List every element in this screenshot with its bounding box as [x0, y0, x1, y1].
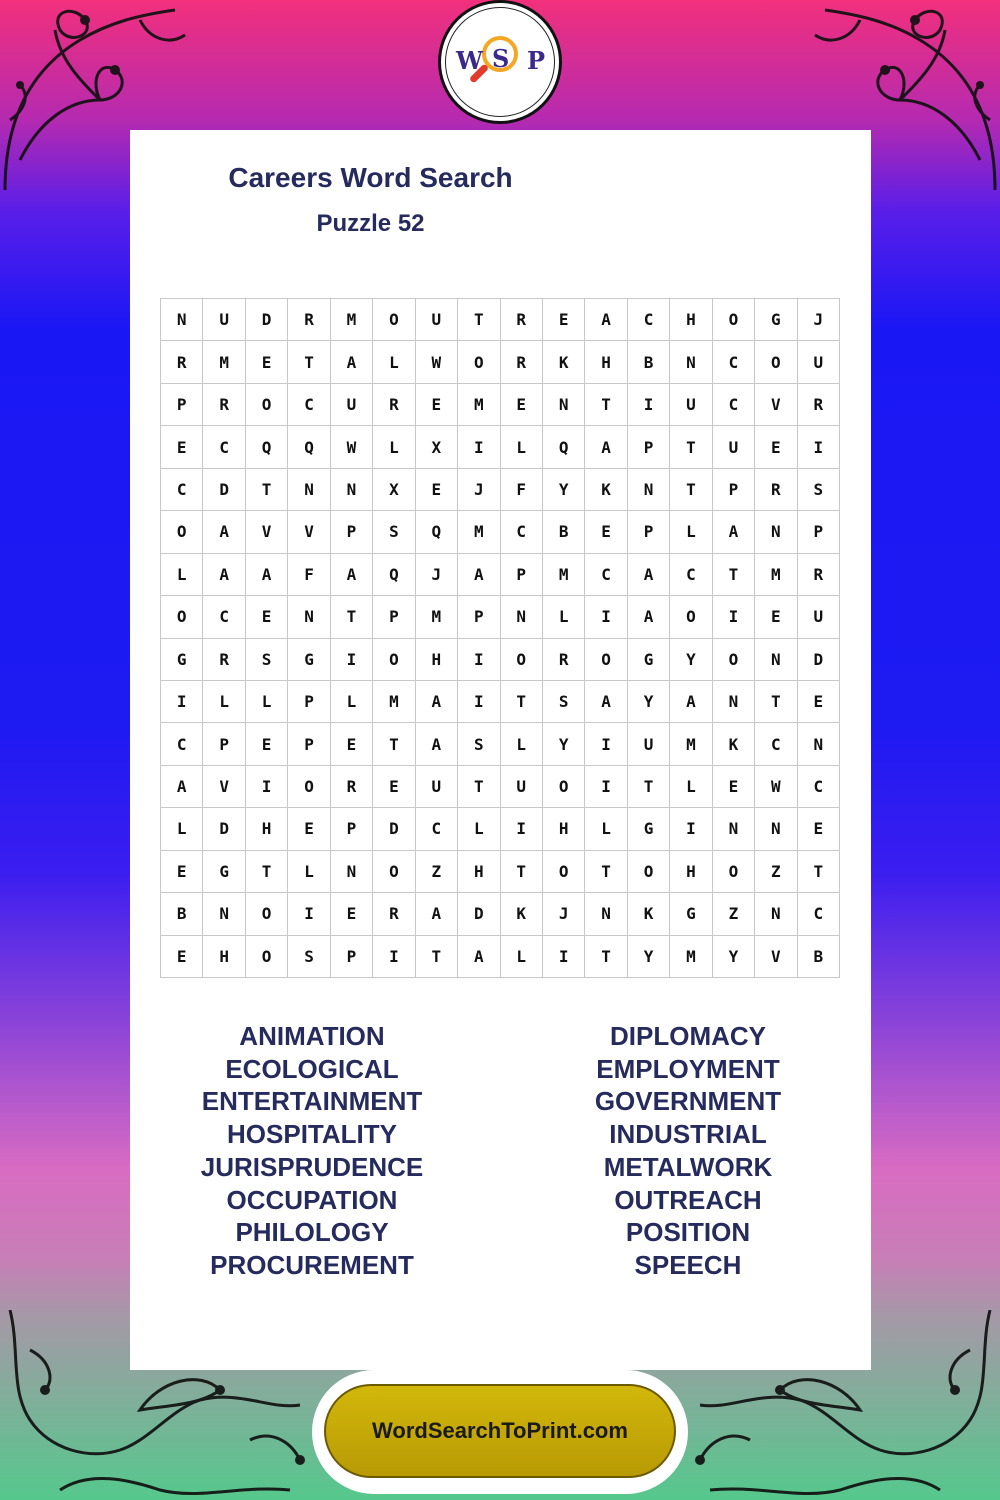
grid-cell[interactable]: H: [203, 936, 245, 978]
logo-letter-s: S: [492, 44, 510, 73]
grid-cell[interactable]: L: [331, 681, 373, 723]
grid-cell[interactable]: O: [713, 851, 755, 893]
search-word: GOVERNMENT: [594, 1086, 782, 1117]
grid-cell[interactable]: M: [458, 384, 500, 426]
grid-cell[interactable]: O: [246, 936, 288, 978]
grid-cell[interactable]: B: [161, 893, 203, 935]
search-word: HOSPITALITY: [227, 1119, 397, 1150]
grid-cell[interactable]: D: [203, 808, 245, 850]
grid-cell[interactable]: N: [543, 384, 585, 426]
grid-cell[interactable]: O: [670, 596, 712, 638]
grid-cell[interactable]: N: [755, 511, 797, 553]
grid-cell[interactable]: T: [585, 384, 627, 426]
grid-cell[interactable]: Z: [713, 893, 755, 935]
grid-cell[interactable]: O: [628, 851, 670, 893]
grid-cell[interactable]: I: [161, 681, 203, 723]
grid-cell[interactable]: C: [713, 341, 755, 383]
grid-cell[interactable]: P: [331, 808, 373, 850]
grid-cell[interactable]: V: [246, 511, 288, 553]
search-word: JURISPRUDENCE: [200, 1151, 424, 1182]
grid-cell[interactable]: A: [585, 681, 627, 723]
grid-cell[interactable]: K: [713, 723, 755, 765]
grid-cell[interactable]: C: [585, 554, 627, 596]
grid-cell[interactable]: A: [203, 554, 245, 596]
grid-cell[interactable]: I: [373, 936, 415, 978]
grid-cell[interactable]: G: [203, 851, 245, 893]
grid-cell[interactable]: A: [585, 299, 627, 341]
grid-cell[interactable]: T: [670, 469, 712, 511]
grid-cell[interactable]: C: [203, 596, 245, 638]
grid-cell[interactable]: Y: [670, 639, 712, 681]
grid-cell[interactable]: R: [798, 384, 840, 426]
grid-cell[interactable]: T: [373, 723, 415, 765]
grid-cell[interactable]: P: [458, 596, 500, 638]
grid-cell[interactable]: D: [246, 299, 288, 341]
logo-ring: [445, 7, 555, 117]
grid-cell[interactable]: I: [585, 766, 627, 808]
letter-grid: [160, 298, 840, 978]
grid-cell[interactable]: P: [501, 554, 543, 596]
grid-cell[interactable]: Z: [416, 851, 458, 893]
grid-cell[interactable]: H: [458, 851, 500, 893]
grid-cell[interactable]: C: [288, 384, 330, 426]
grid-cell[interactable]: K: [628, 893, 670, 935]
grid-cell[interactable]: Q: [373, 554, 415, 596]
grid-cell[interactable]: J: [543, 893, 585, 935]
grid-cell[interactable]: U: [203, 299, 245, 341]
grid-cell[interactable]: D: [203, 469, 245, 511]
grid-cell[interactable]: K: [501, 893, 543, 935]
grid-cell[interactable]: L: [585, 808, 627, 850]
search-word: OUTREACH: [614, 1184, 762, 1215]
logo-letter-w: W: [456, 46, 483, 75]
grid-cell[interactable]: N: [288, 469, 330, 511]
grid-cell[interactable]: M: [670, 936, 712, 978]
grid-cell[interactable]: N: [203, 893, 245, 935]
grid-cell[interactable]: B: [543, 511, 585, 553]
grid-cell[interactable]: S: [288, 936, 330, 978]
grid-cell[interactable]: E: [246, 341, 288, 383]
grid-cell[interactable]: T: [755, 681, 797, 723]
grid-cell[interactable]: O: [585, 639, 627, 681]
grid-cell[interactable]: L: [373, 426, 415, 468]
grid-cell[interactable]: S: [543, 681, 585, 723]
grid-cell[interactable]: H: [416, 639, 458, 681]
grid-cell[interactable]: U: [416, 299, 458, 341]
grid-cell[interactable]: C: [755, 723, 797, 765]
grid-cell[interactable]: U: [670, 384, 712, 426]
grid-cell[interactable]: I: [798, 426, 840, 468]
grid-cell[interactable]: L: [543, 596, 585, 638]
grid-cell[interactable]: E: [161, 426, 203, 468]
grid-cell[interactable]: C: [798, 766, 840, 808]
grid-cell[interactable]: F: [288, 554, 330, 596]
grid-cell[interactable]: E: [246, 723, 288, 765]
grid-cell[interactable]: R: [373, 893, 415, 935]
grid-cell[interactable]: T: [458, 766, 500, 808]
grid-cell[interactable]: R: [373, 384, 415, 426]
grid-cell[interactable]: E: [585, 511, 627, 553]
grid-cell[interactable]: E: [246, 596, 288, 638]
grid-cell[interactable]: M: [416, 596, 458, 638]
grid-cell[interactable]: J: [458, 469, 500, 511]
grid-cell[interactable]: S: [458, 723, 500, 765]
grid-cell[interactable]: H: [670, 851, 712, 893]
grid-cell[interactable]: Y: [543, 469, 585, 511]
grid-cell[interactable]: N: [585, 893, 627, 935]
grid-cell[interactable]: H: [543, 808, 585, 850]
grid-cell[interactable]: M: [670, 723, 712, 765]
grid-cell[interactable]: R: [543, 639, 585, 681]
grid-cell[interactable]: I: [458, 681, 500, 723]
grid-cell[interactable]: A: [331, 554, 373, 596]
search-word: EMPLOYMENT: [596, 1053, 780, 1084]
grid-cell[interactable]: E: [331, 723, 373, 765]
grid-cell[interactable]: Y: [628, 681, 670, 723]
grid-cell[interactable]: E: [331, 893, 373, 935]
grid-cell[interactable]: T: [713, 554, 755, 596]
grid-cell[interactable]: T: [458, 299, 500, 341]
grid-cell[interactable]: Y: [628, 936, 670, 978]
grid-cell[interactable]: O: [373, 851, 415, 893]
puzzle-title: Careers Word Search: [228, 162, 513, 193]
grid-cell[interactable]: E: [713, 766, 755, 808]
search-word: DIPLOMACY: [610, 1021, 766, 1051]
search-word: SPEECH: [634, 1249, 742, 1280]
grid-cell[interactable]: A: [416, 681, 458, 723]
grid-cell[interactable]: R: [501, 341, 543, 383]
word-list-right: [538, 1020, 838, 1282]
grid-cell[interactable]: A: [331, 341, 373, 383]
grid-cell[interactable]: K: [543, 341, 585, 383]
grid-cell[interactable]: M: [373, 681, 415, 723]
search-word: PROCUREMENT: [210, 1249, 414, 1280]
grid-cell[interactable]: A: [670, 681, 712, 723]
word-list-left: [162, 1020, 462, 1282]
grid-cell[interactable]: A: [161, 766, 203, 808]
search-word: INDUSTRIAL: [609, 1119, 767, 1150]
grid-cell[interactable]: N: [628, 469, 670, 511]
website-link-button[interactable]: [324, 1384, 676, 1478]
grid-cell[interactable]: G: [161, 639, 203, 681]
grid-cell[interactable]: P: [713, 469, 755, 511]
grid-cell[interactable]: L: [458, 808, 500, 850]
grid-cell[interactable]: P: [288, 681, 330, 723]
grid-cell[interactable]: C: [501, 511, 543, 553]
grid-cell[interactable]: L: [501, 426, 543, 468]
grid-cell[interactable]: O: [161, 511, 203, 553]
grid-cell[interactable]: V: [203, 766, 245, 808]
grid-cell[interactable]: N: [755, 639, 797, 681]
grid-cell[interactable]: H: [585, 341, 627, 383]
grid-cell[interactable]: C: [713, 384, 755, 426]
grid-cell[interactable]: L: [501, 723, 543, 765]
grid-cell[interactable]: N: [670, 341, 712, 383]
grid-cell[interactable]: I: [288, 893, 330, 935]
grid-cell[interactable]: O: [713, 639, 755, 681]
grid-cell[interactable]: C: [670, 554, 712, 596]
grid-cell[interactable]: L: [203, 681, 245, 723]
grid-cell[interactable]: I: [585, 596, 627, 638]
grid-cell[interactable]: O: [458, 341, 500, 383]
grid-cell[interactable]: E: [161, 936, 203, 978]
grid-cell[interactable]: C: [628, 299, 670, 341]
grid-cell[interactable]: Q: [416, 511, 458, 553]
grid-cell[interactable]: A: [628, 596, 670, 638]
grid-cell[interactable]: Q: [543, 426, 585, 468]
grid-cell[interactable]: E: [798, 681, 840, 723]
grid-cell[interactable]: N: [331, 469, 373, 511]
grid-cell[interactable]: P: [798, 511, 840, 553]
grid-cell[interactable]: I: [501, 808, 543, 850]
grid-cell[interactable]: I: [331, 639, 373, 681]
grid-cell[interactable]: L: [501, 936, 543, 978]
grid-cell[interactable]: L: [161, 554, 203, 596]
grid-cell[interactable]: T: [585, 851, 627, 893]
grid-cell[interactable]: R: [331, 766, 373, 808]
grid-cell[interactable]: I: [458, 639, 500, 681]
grid-cell[interactable]: T: [246, 469, 288, 511]
grid-cell[interactable]: M: [543, 554, 585, 596]
grid-cell[interactable]: L: [161, 808, 203, 850]
grid-cell[interactable]: O: [543, 851, 585, 893]
grid-cell[interactable]: P: [373, 596, 415, 638]
grid-cell[interactable]: A: [458, 554, 500, 596]
grid-cell[interactable]: Q: [246, 426, 288, 468]
search-word: ANIMATION: [239, 1021, 385, 1051]
grid-cell[interactable]: C: [161, 469, 203, 511]
search-word: PHILOLOGY: [235, 1217, 389, 1248]
grid-cell[interactable]: F: [501, 469, 543, 511]
site-logo[interactable]: [438, 0, 562, 124]
grid-cell[interactable]: O: [543, 766, 585, 808]
grid-cell[interactable]: E: [755, 596, 797, 638]
grid-cell[interactable]: T: [331, 596, 373, 638]
grid-cell[interactable]: O: [373, 299, 415, 341]
website-link-text: WordSearchToPrint.com: [372, 1418, 628, 1443]
grid-cell[interactable]: O: [755, 341, 797, 383]
grid-cell[interactable]: N: [713, 808, 755, 850]
search-word: ECOLOGICAL: [225, 1053, 399, 1084]
grid-cell[interactable]: W: [331, 426, 373, 468]
grid-cell[interactable]: L: [670, 766, 712, 808]
grid-cell[interactable]: N: [798, 723, 840, 765]
puzzle-subtitle: Puzzle 52: [316, 210, 425, 237]
grid-cell[interactable]: X: [416, 426, 458, 468]
grid-cell[interactable]: N: [161, 299, 203, 341]
grid-cell[interactable]: H: [670, 299, 712, 341]
grid-cell[interactable]: T: [585, 936, 627, 978]
grid-cell[interactable]: D: [373, 808, 415, 850]
grid-cell[interactable]: P: [331, 511, 373, 553]
grid-cell[interactable]: W: [755, 766, 797, 808]
grid-cell[interactable]: O: [373, 639, 415, 681]
grid-cell[interactable]: G: [628, 639, 670, 681]
grid-cell[interactable]: L: [288, 851, 330, 893]
grid-cell[interactable]: C: [798, 893, 840, 935]
grid-cell[interactable]: E: [161, 851, 203, 893]
grid-cell[interactable]: I: [628, 384, 670, 426]
grid-cell[interactable]: T: [628, 766, 670, 808]
grid-cell[interactable]: K: [585, 469, 627, 511]
grid-cell[interactable]: O: [288, 766, 330, 808]
grid-cell[interactable]: V: [755, 936, 797, 978]
grid-cell[interactable]: N: [501, 596, 543, 638]
grid-cell[interactable]: T: [246, 851, 288, 893]
grid-cell[interactable]: C: [416, 808, 458, 850]
grid-cell[interactable]: S: [373, 511, 415, 553]
grid-cell[interactable]: J: [798, 299, 840, 341]
grid-cell[interactable]: L: [670, 511, 712, 553]
grid-cell[interactable]: I: [458, 426, 500, 468]
grid-cell[interactable]: G: [628, 808, 670, 850]
grid-cell[interactable]: E: [416, 469, 458, 511]
grid-cell[interactable]: O: [246, 893, 288, 935]
grid-cell[interactable]: R: [203, 639, 245, 681]
grid-cell[interactable]: P: [628, 511, 670, 553]
grid-cell[interactable]: N: [288, 596, 330, 638]
grid-cell[interactable]: T: [798, 851, 840, 893]
grid-cell[interactable]: G: [755, 299, 797, 341]
grid-cell[interactable]: N: [331, 851, 373, 893]
grid-cell[interactable]: T: [416, 936, 458, 978]
grid-cell[interactable]: A: [713, 511, 755, 553]
grid-cell[interactable]: N: [755, 808, 797, 850]
grid-cell[interactable]: S: [798, 469, 840, 511]
grid-cell[interactable]: E: [288, 808, 330, 850]
grid-cell[interactable]: E: [543, 299, 585, 341]
grid-cell[interactable]: M: [755, 554, 797, 596]
logo-letter-p: P: [527, 46, 546, 75]
grid-cell[interactable]: R: [288, 299, 330, 341]
grid-cell[interactable]: M: [203, 341, 245, 383]
grid-cell[interactable]: Z: [755, 851, 797, 893]
grid-cell[interactable]: L: [246, 681, 288, 723]
grid-cell[interactable]: W: [416, 341, 458, 383]
grid-cell[interactable]: Y: [713, 936, 755, 978]
grid-cell[interactable]: P: [628, 426, 670, 468]
grid-cell[interactable]: M: [331, 299, 373, 341]
grid-cell[interactable]: R: [755, 469, 797, 511]
grid-cell[interactable]: T: [670, 426, 712, 468]
grid-cell[interactable]: J: [416, 554, 458, 596]
grid-cell[interactable]: I: [246, 766, 288, 808]
grid-cell[interactable]: I: [670, 808, 712, 850]
grid-cell[interactable]: P: [161, 384, 203, 426]
grid-cell[interactable]: V: [755, 384, 797, 426]
search-word: POSITION: [625, 1217, 751, 1248]
grid-cell[interactable]: A: [628, 554, 670, 596]
grid-cell[interactable]: U: [798, 341, 840, 383]
grid-cell[interactable]: U: [628, 723, 670, 765]
grid-cell[interactable]: E: [416, 384, 458, 426]
grid-cell[interactable]: N: [755, 893, 797, 935]
grid-cell[interactable]: D: [458, 893, 500, 935]
grid-cell[interactable]: A: [416, 893, 458, 935]
grid-cell[interactable]: R: [161, 341, 203, 383]
grid-cell[interactable]: E: [755, 426, 797, 468]
search-word: METALWORK: [603, 1151, 773, 1182]
grid-cell[interactable]: O: [713, 299, 755, 341]
grid-cell[interactable]: Q: [288, 426, 330, 468]
grid-cell[interactable]: R: [501, 299, 543, 341]
grid-cell[interactable]: H: [246, 808, 288, 850]
grid-cell[interactable]: N: [713, 681, 755, 723]
grid-cell[interactable]: G: [670, 893, 712, 935]
search-word: ENTERTAINMENT: [201, 1086, 423, 1117]
grid-cell[interactable]: T: [501, 851, 543, 893]
grid-cell[interactable]: O: [501, 639, 543, 681]
grid-cell[interactable]: R: [203, 384, 245, 426]
grid-cell[interactable]: Y: [543, 723, 585, 765]
grid-cell[interactable]: L: [373, 341, 415, 383]
grid-cell[interactable]: U: [798, 596, 840, 638]
grid-cell[interactable]: U: [713, 426, 755, 468]
grid-cell[interactable]: C: [203, 426, 245, 468]
grid-cell[interactable]: M: [458, 511, 500, 553]
search-word: OCCUPATION: [226, 1184, 398, 1215]
grid-cell[interactable]: U: [331, 384, 373, 426]
grid-cell[interactable]: B: [798, 936, 840, 978]
grid-cell[interactable]: V: [288, 511, 330, 553]
grid-cell[interactable]: C: [161, 723, 203, 765]
grid-cell[interactable]: I: [713, 596, 755, 638]
grid-cell[interactable]: O: [246, 384, 288, 426]
grid-cell[interactable]: X: [373, 469, 415, 511]
grid-cell[interactable]: I: [543, 936, 585, 978]
grid-cell[interactable]: A: [203, 511, 245, 553]
grid-cell[interactable]: D: [798, 639, 840, 681]
grid-cell[interactable]: A: [246, 554, 288, 596]
grid-cell[interactable]: U: [501, 766, 543, 808]
grid-cell[interactable]: B: [628, 341, 670, 383]
grid-cell[interactable]: O: [161, 596, 203, 638]
grid-cell[interactable]: P: [288, 723, 330, 765]
grid-cell[interactable]: P: [331, 936, 373, 978]
grid-cell[interactable]: E: [373, 766, 415, 808]
grid-cell[interactable]: T: [501, 681, 543, 723]
grid-cell[interactable]: R: [798, 554, 840, 596]
grid-cell[interactable]: P: [203, 723, 245, 765]
grid-cell[interactable]: A: [416, 723, 458, 765]
grid-cell[interactable]: I: [585, 723, 627, 765]
grid-cell[interactable]: E: [798, 808, 840, 850]
grid-cell[interactable]: U: [416, 766, 458, 808]
grid-cell[interactable]: T: [288, 341, 330, 383]
grid-cell[interactable]: E: [501, 384, 543, 426]
grid-cell[interactable]: A: [585, 426, 627, 468]
grid-cell[interactable]: G: [288, 639, 330, 681]
grid-cell[interactable]: A: [458, 936, 500, 978]
grid-cell[interactable]: S: [246, 639, 288, 681]
